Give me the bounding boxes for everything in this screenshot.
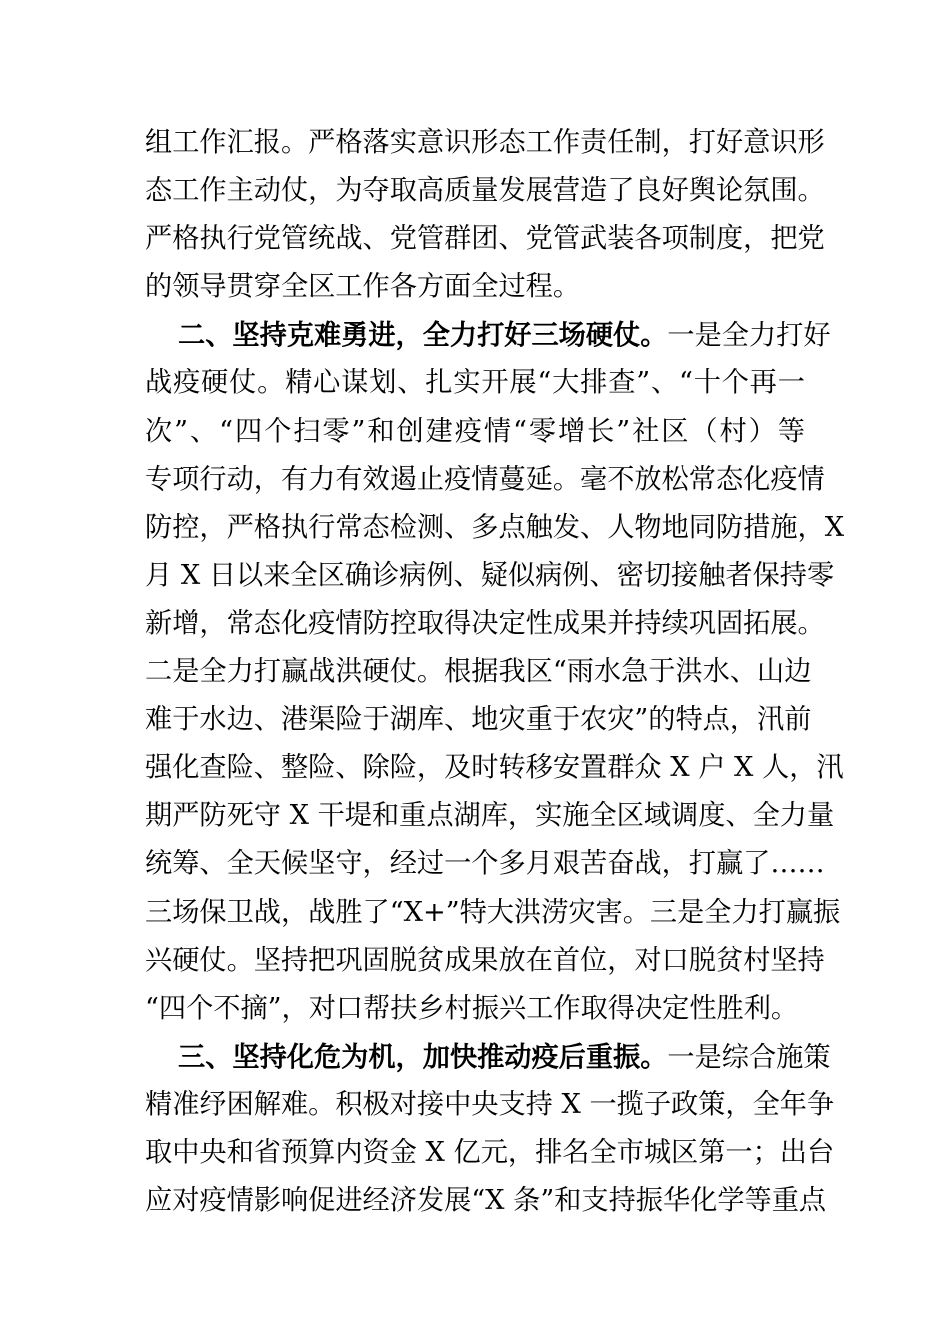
- text-fragment: 一是综合施策: [667, 1041, 831, 1073]
- document-body: [145, 119, 845, 1225]
- text-line: 二是全力打赢战洪硬仗。根据我区“雨水急于洪水、山边: [145, 656, 812, 688]
- text-line: 严格执行党管统战、党管群团、党管武装各项制度，把党: [145, 223, 825, 255]
- text-line: 兴硬仗。坚持把巩固脱贫成果放在首位，对口脱贫村坚持: [145, 944, 825, 976]
- text-line: 战疫硬仗。精心谋划、扎实开展“大排查”、“十个再一: [145, 367, 805, 399]
- text-line: 组工作汇报。严格落实意识形态工作责任制，打好意识形: [145, 127, 825, 158]
- section-3-first-line: [145, 1033, 831, 1081]
- text-line: 强化查险、整险、除险，及时转移安置群众 X 户 X 人，汛: [145, 752, 844, 784]
- text-line: 的领导贯穿全区工作各方面全过程。: [145, 271, 581, 303]
- text-line: 防控，严格执行常态检测、多点触发、人物地同防措施，X: [145, 511, 845, 543]
- section-3-heading: 三、坚持化危为机，加快推动疫后重振。: [178, 1040, 668, 1073]
- section-2-first-line: [145, 311, 831, 359]
- text-line: 态工作主动仗，为夺取高质量发展营造了良好舆论氛围。: [145, 175, 825, 207]
- text-fragment: 一是全力打好: [667, 320, 831, 352]
- section-2-heading: 二、坚持克难勇进，全力打好三场硬仗。: [178, 319, 668, 352]
- text-line: 次”、“四个扫零”和创建疫情“零增长”社区（村）等: [145, 415, 805, 447]
- text-line: 精准纾困解难。积极对接中央支持 X 一揽子政策，全年争: [145, 1088, 835, 1120]
- text-line: 新增，常态化疫情防控取得决定性成果并持续巩固拓展。: [145, 607, 825, 639]
- text-line: 期严防死守 X 干堤和重点湖库，实施全区域调度、全力量: [145, 800, 835, 832]
- text-line: 统筹、全天候坚守，经过一个多月艰苦奋战，打赢了……: [145, 848, 825, 880]
- text-line: 难于水边、港渠险于湖库、地灾重于农灾”的特点，汛前: [145, 704, 812, 736]
- text-line: 三场保卫战，战胜了“X+”特大洪涝灾害。三是全力打赢振: [145, 896, 841, 928]
- text-line: 月 X 日以来全区确诊病例、疑似病例、密切接触者保持零: [145, 559, 835, 591]
- text-line: 专项行动，有力有效遏止疫情蔓延。毫不放松常态化疫情: [145, 463, 825, 495]
- text-line: 取中央和省预算内资金 X 亿元，排名全市城区第一；出台: [145, 1136, 835, 1168]
- text-line: “四个不摘”，对口帮扶乡村振兴工作取得决定性胜利。: [145, 992, 799, 1024]
- text-line: 应对疫情影响促进经济发展“X 条”和支持振华化学等重点: [145, 1185, 827, 1217]
